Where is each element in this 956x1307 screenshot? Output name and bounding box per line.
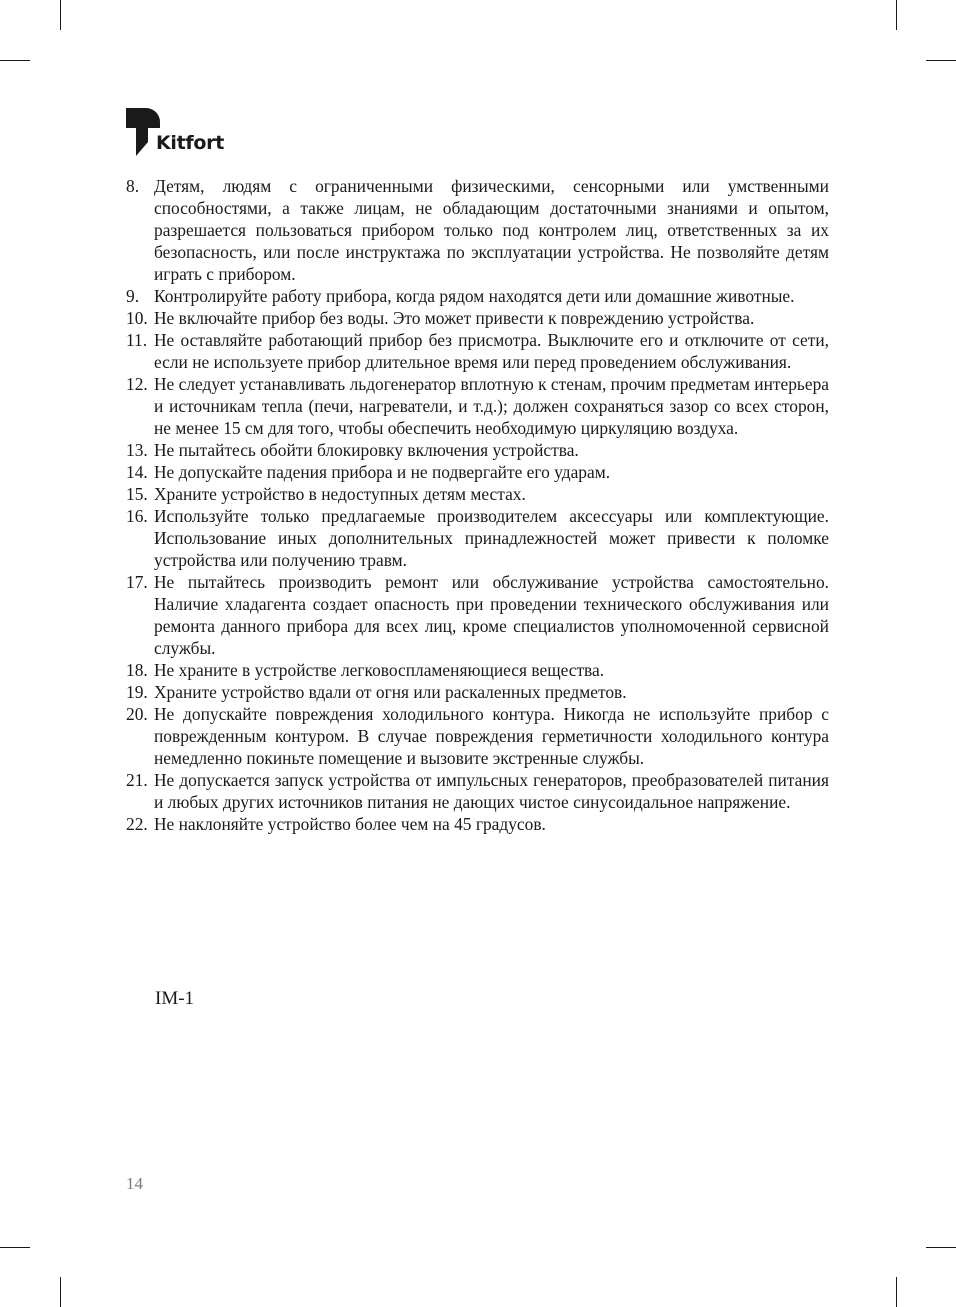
rule-item bbox=[126, 373, 829, 439]
rule-text: Не следует устанавливать льдогенератор вплотную к стенам, прочим предметам интерьера и источникам тепла (печи, нагреватели, и т.д.); должен сохраняться зазор со всех сторон, не менее 15 см для того, чтобы обеспечить необходимую циркуляцию воздуха. bbox=[154, 374, 829, 438]
rule-text: Не наклоняйте устройство более чем на 45 градусов. bbox=[154, 814, 546, 834]
page-number: 14 bbox=[126, 1174, 143, 1193]
rule-item bbox=[126, 571, 829, 659]
rule-number: 21. bbox=[126, 770, 148, 790]
rule-text: Не допускается запуск устройства от импульсных генераторов, преобразователей питания и любых других источников питания не дающих чистое синусоидальное напряжение. bbox=[154, 770, 829, 812]
rule-item bbox=[126, 703, 829, 769]
rule-text: Используйте только предлагаемые производителем аксессуары или комплектующие. Использование иных дополнительных принадлежностей может привести к поломке устройства или получению травм. bbox=[154, 506, 829, 570]
rule-item bbox=[126, 659, 829, 681]
rule-text: Не пытайтесь производить ремонт или обслуживание устройства самостоятельно. Наличие хладагента создает опасность при проведении технического обслуживания или ремонта данного прибора для всех лиц, кроме специалистов уполномоченной сервисной службы. bbox=[154, 572, 829, 658]
rule-number: 12. bbox=[126, 374, 148, 394]
crop-mark-left-top bbox=[0, 60, 30, 61]
rule-number: 19. bbox=[126, 682, 148, 702]
rule-item bbox=[126, 329, 829, 373]
rule-item bbox=[126, 505, 829, 571]
rule-item bbox=[126, 439, 829, 461]
rule-item bbox=[126, 175, 829, 285]
kitfort-logo bbox=[126, 108, 236, 158]
model-code: IM-1 bbox=[155, 988, 195, 1009]
brand-name: Kitfort bbox=[156, 132, 224, 154]
safety-rules-section bbox=[126, 175, 829, 835]
rule-number: 10. bbox=[126, 308, 148, 328]
crop-mark-top-left bbox=[60, 0, 61, 30]
rule-text: Храните устройство в недоступных детям местах. bbox=[154, 484, 526, 504]
rule-number: 13. bbox=[126, 440, 148, 460]
rule-item bbox=[126, 483, 829, 505]
rule-item bbox=[126, 285, 829, 307]
crop-mark-bottom-left bbox=[60, 1277, 61, 1307]
crop-mark-bottom-right bbox=[896, 1277, 897, 1307]
rule-item bbox=[126, 769, 829, 813]
rule-item bbox=[126, 461, 829, 483]
rule-text: Не допускайте повреждения холодильного контура. Никогда не используйте прибор с поврежденным контуром. В случае повреждения герметичности холодильного контура немедленно покиньте помещение и вызовите экстренные службы. bbox=[154, 704, 829, 768]
rule-text: Не допускайте падения прибора и не подвергайте его ударам. bbox=[154, 462, 611, 482]
rule-item bbox=[126, 813, 829, 835]
crop-mark-left-bottom bbox=[0, 1247, 30, 1248]
rule-number: 15. bbox=[126, 484, 148, 504]
rule-number: 17. bbox=[126, 572, 148, 592]
rule-text: Не включайте прибор без воды. Это может привести к повреждению устройства. bbox=[154, 308, 755, 328]
rule-item bbox=[126, 307, 829, 329]
rule-number: 22. bbox=[126, 814, 148, 834]
rule-text: Не пытайтесь обойти блокировку включения устройства. bbox=[154, 440, 579, 460]
rule-number: 18. bbox=[126, 660, 148, 680]
rule-number: 11. bbox=[126, 330, 148, 350]
rule-text: Не храните в устройстве легковоспламеняющиеся вещества. bbox=[154, 660, 605, 680]
rule-number: 9. bbox=[126, 286, 140, 306]
rule-text: Контролируйте работу прибора, когда рядом находятся дети или домашние животные. bbox=[154, 286, 795, 306]
rule-text: Не оставляйте работающий прибор без присмотра. Выключите его и отключите от сети, если не используете прибор длительное время или перед проведением обслуживания. bbox=[154, 330, 829, 372]
rule-number: 8. bbox=[126, 176, 140, 196]
rule-number: 14. bbox=[126, 462, 148, 482]
kitfort-logo-icon bbox=[126, 108, 160, 156]
crop-mark-top-right bbox=[896, 0, 897, 30]
rule-number: 16. bbox=[126, 506, 148, 526]
rule-text: Детям, людям с ограниченными физическими, сенсорными или умственными способностями, а также лицам, не обладающим достаточными знаниями и опытом, разрешается пользоваться прибором только под контролем лиц, ответственных за их безопасность, или после инструктажа по эксплуатации устройства. Не позволяйте детям играть с прибором. bbox=[154, 176, 829, 284]
rule-number: 20. bbox=[126, 704, 148, 724]
crop-mark-right-top bbox=[926, 60, 956, 61]
rule-text: Храните устройство вдали от огня или раскаленных предметов. bbox=[154, 682, 627, 702]
rule-item bbox=[126, 681, 829, 703]
crop-mark-right-bottom bbox=[926, 1247, 956, 1248]
safety-rules-list bbox=[126, 175, 829, 835]
